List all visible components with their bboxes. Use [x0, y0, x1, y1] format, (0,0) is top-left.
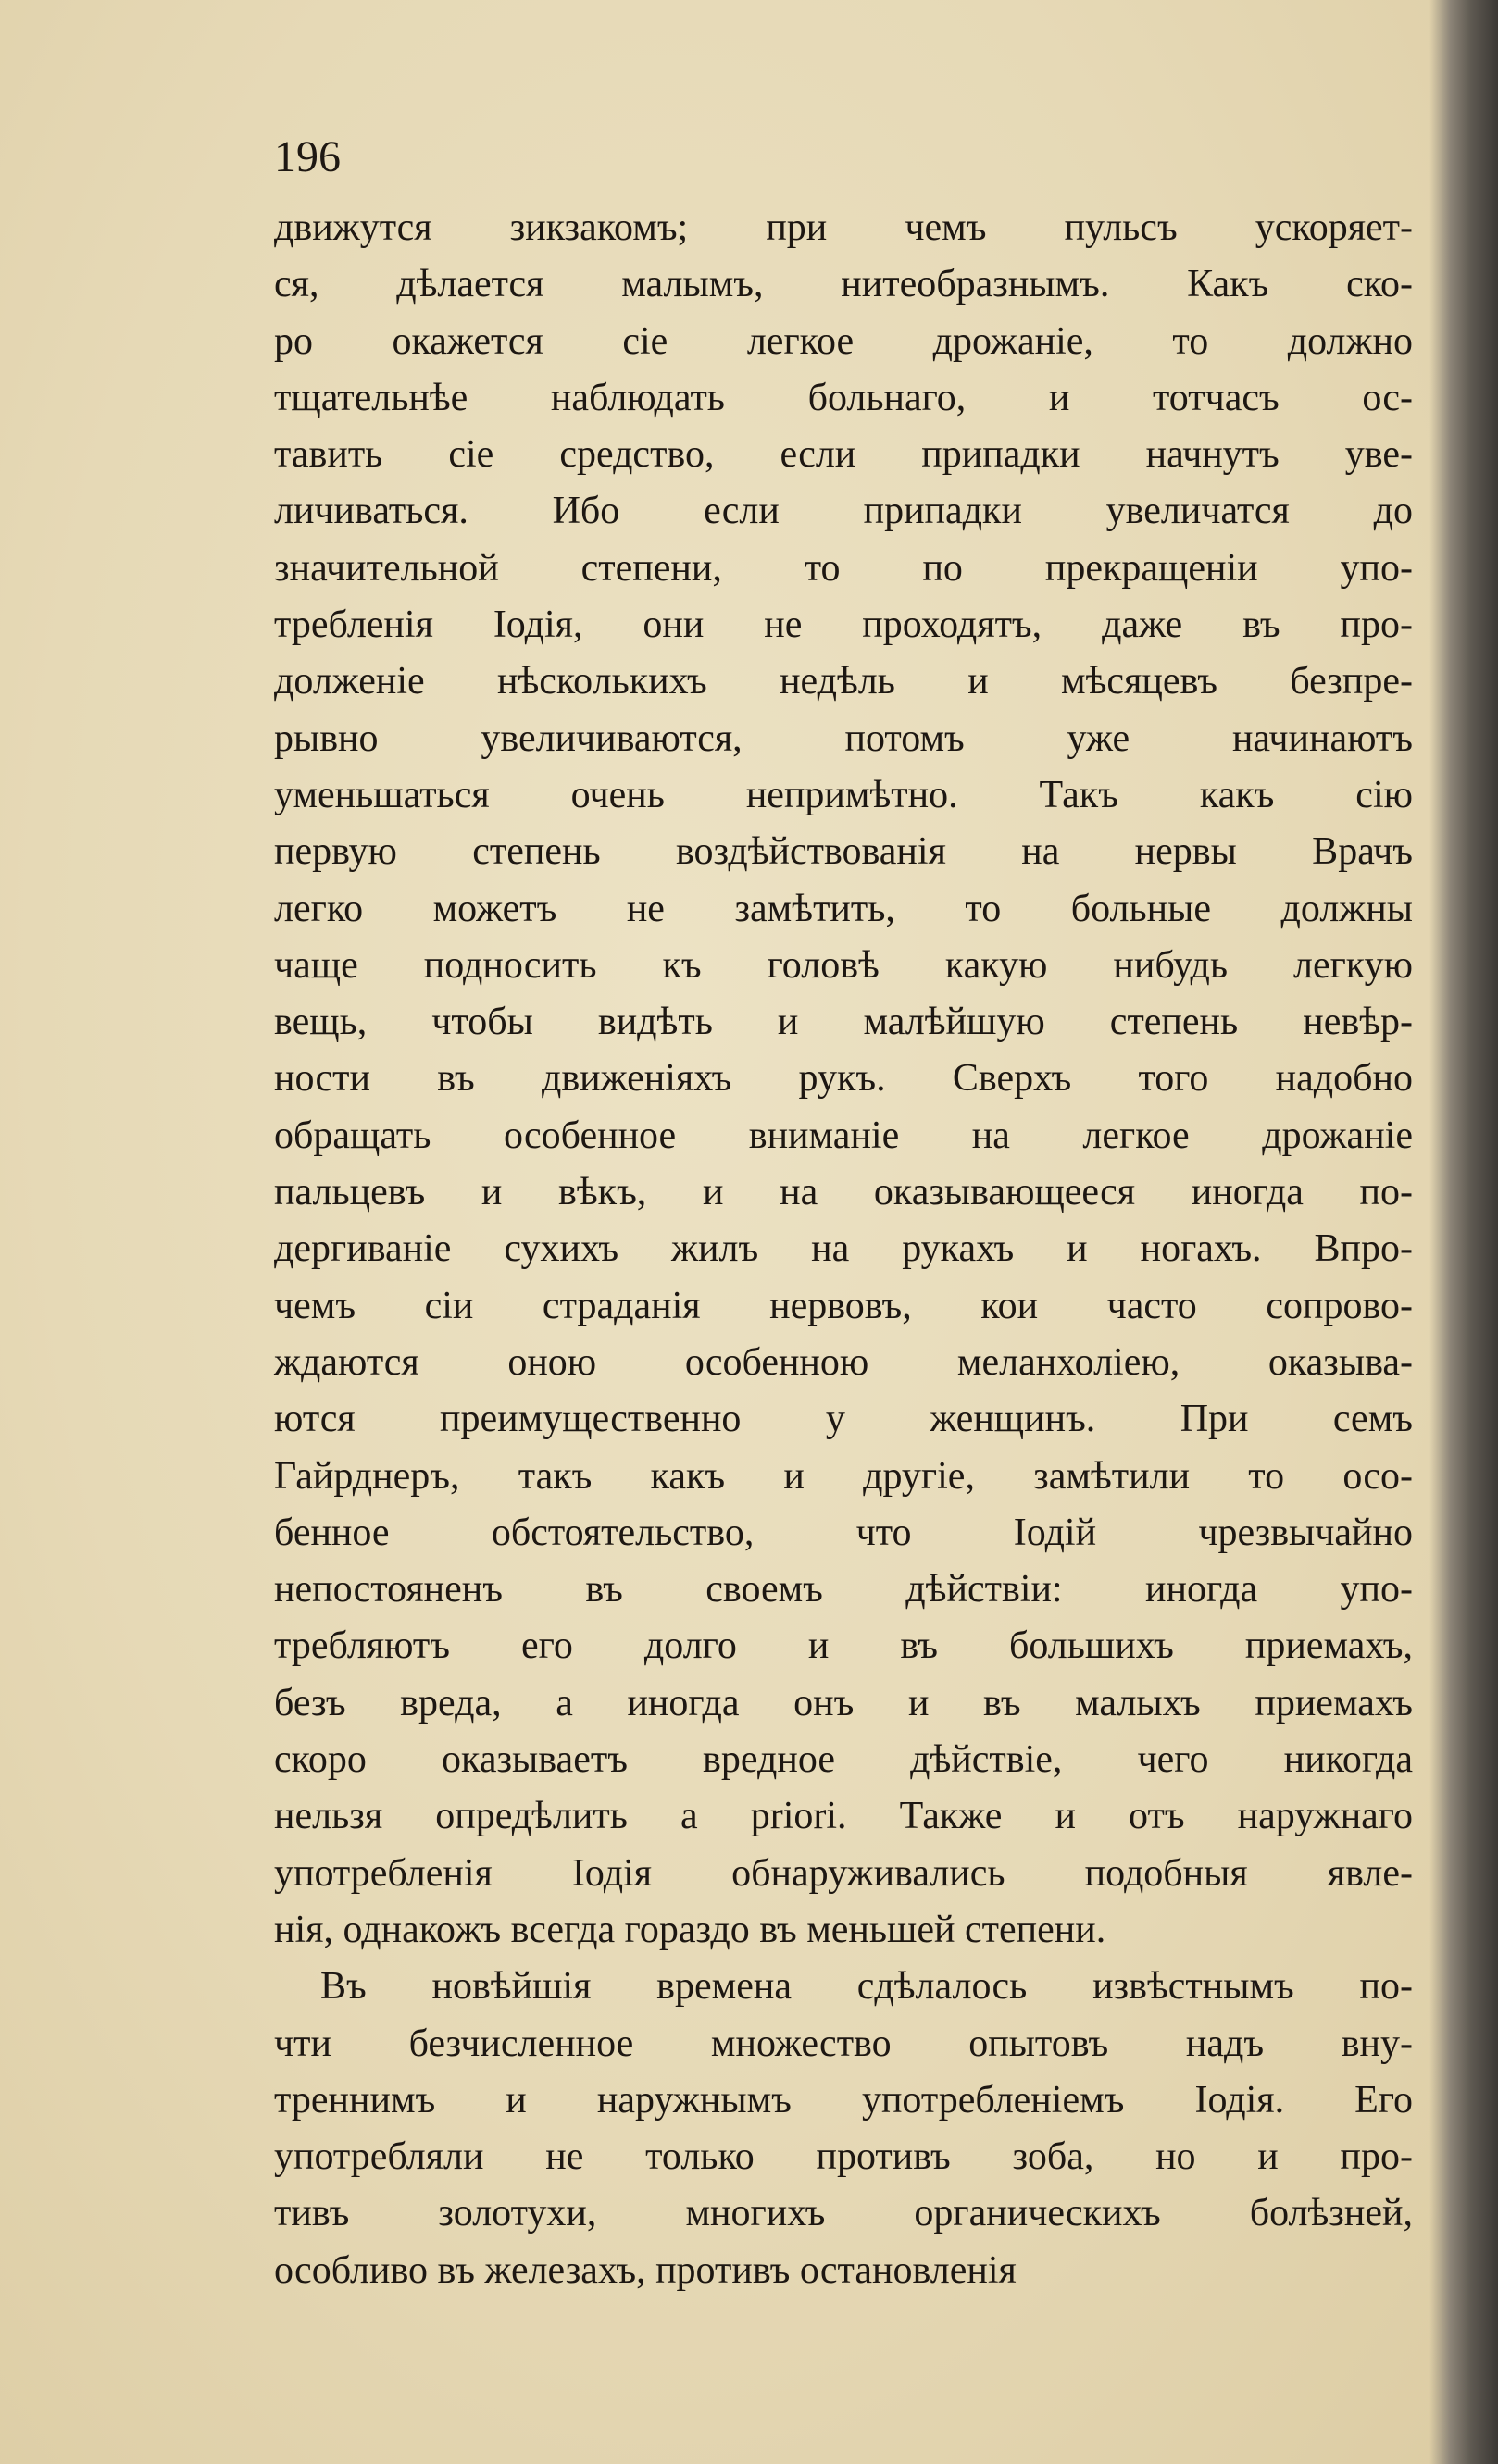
- text-line: скоро оказываетъ вредное дѣйствіе, чего никогда: [274, 1738, 1413, 1782]
- text-line: требляютъ его долго и въ большихъ приемахъ,: [274, 1624, 1413, 1668]
- text-line: употребленія Іодія обнаруживались подобныя явле-: [274, 1851, 1413, 1895]
- text-line: безъ вреда, а иногда онъ и въ малыхъ приемахъ: [274, 1681, 1413, 1724]
- text-line: рывно увеличиваются, потомъ уже начинаютъ: [274, 716, 1413, 760]
- text-line: треннимъ и наружнымъ употребленіемъ Іодія. Его: [274, 2078, 1413, 2122]
- page-number: 196: [274, 132, 341, 181]
- text-line: тавить сіе средство, если припадки начнутъ уве-: [274, 433, 1413, 477]
- text-line: ждаются оною особенною меланхоліею, оказыва-: [274, 1340, 1413, 1384]
- text-line: бенное обстоятельство, что Іодій чрезвычайно: [274, 1511, 1413, 1554]
- text-line: долженіе нѣсколькихъ недѣль и мѣсяцевъ безпре-: [274, 660, 1413, 703]
- text-line: тщательнѣе наблюдать больнаго, и тотчасъ ос-: [274, 376, 1413, 419]
- text-line: Въ новѣйшія времена сдѣлалось извѣстнымъ по-: [320, 1965, 1413, 2009]
- text-line: употребляли не только противъ зоба, но и про-: [274, 2135, 1413, 2179]
- text-line: чемъ сіи страданія нервовъ, кои часто сопрово-: [274, 1284, 1413, 1327]
- text-line: нельзя опредѣлить a priori. Также и отъ наружнаго: [274, 1795, 1413, 1838]
- text-line: обращать особенное вниманіе на легкое дрожаніе: [274, 1114, 1413, 1157]
- text-line: непостояненъ въ своемъ дѣйствіи: иногда упо-: [274, 1568, 1413, 1612]
- text-line: первую степень воздѣйствованія на нервы Врачъ: [274, 830, 1413, 874]
- text-line: движутся зикзакомъ; при чемъ пульсъ ускоряет-: [274, 206, 1413, 249]
- text-line: пальцевъ и вѣкъ, и на оказывающееся иногда по-: [274, 1171, 1413, 1214]
- paragraph: [274, 200, 1413, 1959]
- body-text: [274, 200, 1413, 2299]
- text-line: вещь, чтобы видѣть и малѣйшую степень невѣр-: [274, 1001, 1413, 1044]
- text-line: дергиваніе сухихъ жилъ на рукахъ и ногахъ. Впро-: [274, 1227, 1413, 1271]
- text-line: личиваться. Ибо если припадки увеличатся до: [274, 490, 1413, 533]
- text-line: тивъ золотухи, многихъ органическихъ болѣзней,: [274, 2192, 1413, 2235]
- text-line: требленія Іодія, они не проходятъ, даже въ про-: [274, 604, 1413, 647]
- paragraph: [274, 1959, 1413, 2299]
- text-line: легко можетъ не замѣтить, то больные должны: [274, 887, 1413, 930]
- text-line: ро окажется сіе легкое дрожаніе, то должно: [274, 319, 1413, 363]
- text-line: ности въ движеніяхъ рукъ. Сверхъ того надобно: [274, 1057, 1413, 1101]
- text-line: нія, однакожъ всегда гораздо въ меньшей степени.: [274, 1908, 1106, 1951]
- book-spine-shadow: [1429, 0, 1498, 2464]
- text-line: уменьшаться очень непримѣтно. Такъ какъ сію: [274, 773, 1413, 816]
- text-line: чаще подносить къ головѣ какую нибудь легкую: [274, 943, 1413, 987]
- text-line: чти безчисленное множество опытовъ надъ вну-: [274, 2022, 1413, 2065]
- text-line: ются преимущественно у женщинъ. При семъ: [274, 1398, 1413, 1441]
- text-line: ся, дѣлается малымъ, нитеобразнымъ. Какъ ско-: [274, 263, 1413, 306]
- text-line: Гайрднеръ, такъ какъ и другіе, замѣтили то осо-: [274, 1454, 1413, 1498]
- text-line: значительной степени, то по прекращеніи упо-: [274, 546, 1413, 590]
- text-line: особливо въ железахъ, противъ остановленія: [274, 2248, 1017, 2292]
